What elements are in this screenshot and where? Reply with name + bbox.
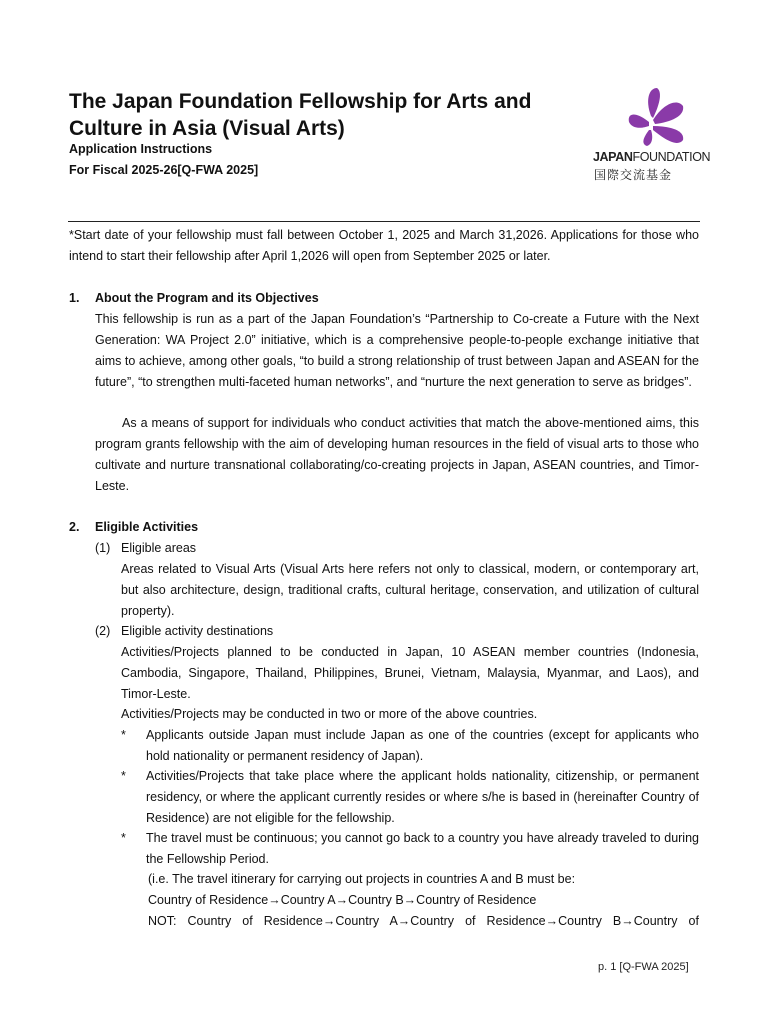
subsection-1-number: (1)	[95, 541, 111, 555]
bullet-mark: *	[121, 769, 126, 783]
bullet-mark: *	[121, 831, 126, 845]
subsection-2-text: Activities/Projects planned to be conducted in Japan, 10 ASEAN member countries (Indonesia, Cambodia, Singapore, Thailand, Philippines, Brunei, Vietnam, Malaysia, Myanmar, and Laos), and Timor-Leste.	[121, 645, 699, 701]
logo-wordmark: JAPANFOUNDATION	[593, 150, 711, 164]
header-divider	[68, 221, 700, 222]
logo-cjk-text: 国際交流基金	[594, 168, 673, 182]
subsection-2-text-2: Activities/Projects may be conducted in two or more of the above countries.	[121, 707, 538, 721]
section-2-number: 2.	[69, 520, 80, 534]
document-subtitle: Application Instructions	[69, 142, 213, 156]
section-1-number: 1.	[69, 291, 80, 305]
section-2-heading: Eligible Activities	[95, 520, 199, 534]
section-1-heading: About the Program and its Objectives	[95, 291, 319, 305]
subsection-1-label: Eligible areas	[121, 541, 197, 555]
bullet-mark: *	[121, 728, 126, 742]
bullet-2: Activities/Projects that take place where the applicant holds nationality, citizenship, or permanent residency, or where the applicant currently resides or where s/he is based in (hereinafter Country of Residence) are not eligible for the fellowship.	[146, 769, 699, 825]
example-valid-itinerary: Country of Residence→Country A→Country B→Country of Residence	[148, 893, 537, 907]
example-intro: (i.e. The travel itinerary for carrying out projects in countries A and B must be:	[148, 872, 576, 886]
subsection-2-number: (2)	[95, 624, 111, 638]
example-invalid-itinerary: NOT: Country of Residence→Country A→Country of Residence→Country B→Country of	[148, 914, 699, 928]
section-1-paragraph-1: This fellowship is run as a part of the Japan Foundation’s “Partnership to Co-create a Future with the Next Generation: WA Project 2.0” initiative, which is a comprehensive people-to-people exchange initiative that aims to achieve, among other goals, “to build a strong relationship of trust between Japan and ASEAN for the future”, “to strengthen multi-faceted human networks”, and “nurture the next generation to serve as bridges”.	[95, 312, 699, 389]
subsection-1-text: Areas related to Visual Arts (Visual Arts here refers not only to classical, modern, or contemporary art, but also architecture, design, traditional crafts, cultural heritage, conservation, and utilization of cultural property).	[121, 562, 699, 618]
document-fiscal-label: For Fiscal 2025-26[Q-FWA 2025]	[69, 163, 259, 177]
start-date-note: *Start date of your fellowship must fall between October 1, 2025 and March 31,2026. Applications for those who intend to start their fellowship after April 1,2026 will open from September 2025 or later.	[69, 228, 699, 263]
page-footer: p. 1 [Q-FWA 2025]	[598, 961, 689, 973]
bullet-1: Applicants outside Japan must include Japan as one of the countries (except for applicants who hold nationality or permanent residency of Japan).	[146, 728, 699, 763]
section-1-paragraph-2: As a means of support for individuals who conduct activities that match the above-mentioned aims, this program grants fellowship with the aim of developing human resources in the field of visual arts to those who cultivate and nurture transnational collaborating/co-creating projects in Japan, ASEAN countries, and Timor-Leste.	[95, 416, 699, 493]
document-title: The Japan Foundation Fellowship for Arts and Culture in Asia (Visual Arts)	[69, 90, 532, 140]
subsection-2-label: Eligible activity destinations	[121, 624, 274, 638]
bullet-3: The travel must be continuous; you cannot go back to a country you have already traveled to during the Fellowship Period.	[146, 831, 699, 866]
